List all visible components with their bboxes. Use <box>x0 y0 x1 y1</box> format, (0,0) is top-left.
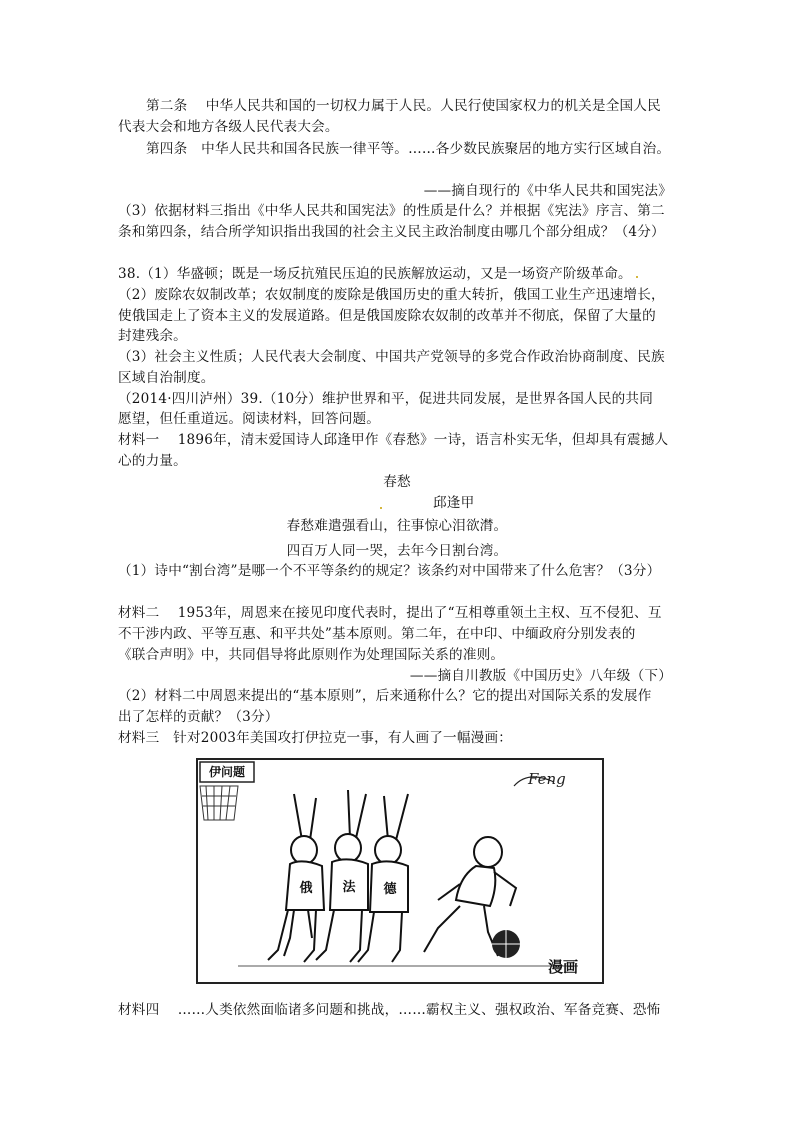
artist-signature: Feng <box>528 770 566 788</box>
poem-line-1: 春愁难遣强看山，往事惊心泪欲潸。 <box>286 518 508 534</box>
question-39-intro-cont: 愿望，但任重道远。阅读材料，回答问题。 <box>118 411 381 427</box>
basketball-net <box>200 786 238 820</box>
material-4: 材料四 ……人类依然面临诸多问题和挑战，……霸权主义、强权政治、军备竞赛、恐怖 <box>118 1002 661 1018</box>
question-39-intro: （2014·四川泸州）39.（10分）维护世界和平，促进共同发展，是世界各国人民的共同 <box>118 391 654 407</box>
jersey-germany: 德 <box>383 882 397 897</box>
corner-label: 伊问题 <box>208 765 246 779</box>
stray-dot <box>636 276 638 278</box>
cartoon-drawing <box>198 760 602 982</box>
constitution-article-4: 第四条 中华人民共和国各民族一律平等。……各少数民族聚居的地方实行区域自治。 <box>146 141 671 157</box>
material-2-cont2: 《联合声明》中，共同倡导将此原则作为处理国际关系的准则。 <box>118 647 505 663</box>
material-2: 材料二 1953年，周恩来在接见印度代表时，提出了“互相尊重领土主权、互不侵犯、互 <box>118 605 662 621</box>
poem-line-2: 四百万人同一哭，去年今日割台湾。 <box>286 543 508 559</box>
answer-38-3-cont: 区域自治制度。 <box>118 370 215 386</box>
material-1: 材料一 1896年，清末爱国诗人邱逢甲作《春愁》一诗，语言朴实无华，但却具有震撼人 <box>118 432 669 448</box>
material-1-cont: 心的力量。 <box>118 453 187 469</box>
answer-38-2-cont1: 使俄国走上了资本主义的发展道路。但是俄国废除农奴制的改革并不彻底，保留了大量的 <box>118 308 656 324</box>
constitution-article-2-cont: 代表大会和地方各级人民代表大会。 <box>118 119 339 135</box>
jersey-france: 法 <box>342 880 356 895</box>
question-39-1: （1）诗中“割台湾”是哪一个不平等条约的规定？该条约对中国带来了什么危害？（3分） <box>118 563 661 579</box>
source-citation-textbook: ——摘自川教版《中国历史》八年级（下） <box>409 668 672 684</box>
answer-38-2: （2）废除农奴制改革；农奴制度的废除是俄国历史的重大转折，俄国工业生产迅速增长， <box>118 287 665 303</box>
iraq-cartoon <box>196 758 604 984</box>
source-citation-constitution: ——摘自现行的《中华人民共和国宪法》 <box>423 183 672 199</box>
answer-38-2-cont2: 封建残余。 <box>118 328 187 344</box>
jersey-russia: 俄 <box>299 881 313 896</box>
question-3-cont: 条和第四条，结合所学知识指出我国的社会主义民主政治制度由哪几个部分组成？（4分） <box>118 224 665 240</box>
question-39-2-cont: 出了怎样的贡献？（3分） <box>118 709 279 725</box>
answer-38-3: （3）社会主义性质；人民代表大会制度、中国共产党领导的多党合作政治协商制度、民族 <box>118 349 665 365</box>
defender-russia <box>268 794 324 962</box>
stray-dot <box>380 507 382 509</box>
poem-title: 春愁 <box>383 474 411 490</box>
constitution-article-2: 第二条 中华人民共和国的一切权力属于人民。人民行使国家权力的机关是全国人民 <box>146 98 661 114</box>
answer-38-1: 38.（1）华盛顿；既是一场反抗殖民压迫的民族解放运动，又是一场资产阶级革命。 <box>118 266 632 282</box>
defender-france <box>316 790 368 962</box>
question-39-2: （2）材料二中周恩来提出的“基本原则”，后来通称什么？它的提出对国际关系的发展作 <box>118 688 652 704</box>
material-2-cont1: 不干涉内政、平等互惠、和平共处”基本原则。第二年，在中印、中缅政府分别发表的 <box>118 626 636 642</box>
material-3: 材料三 针对2003年美国攻打伊拉克一事，有人画了一幅漫画： <box>118 730 513 746</box>
poem-author: 邱逢甲 <box>433 495 475 511</box>
question-3: （3）依据材料三指出《中华人民共和国宪法》的性质是什么？并根据《宪法》序言、第二 <box>118 203 665 219</box>
cartoon-caption: 漫画 <box>547 958 578 976</box>
